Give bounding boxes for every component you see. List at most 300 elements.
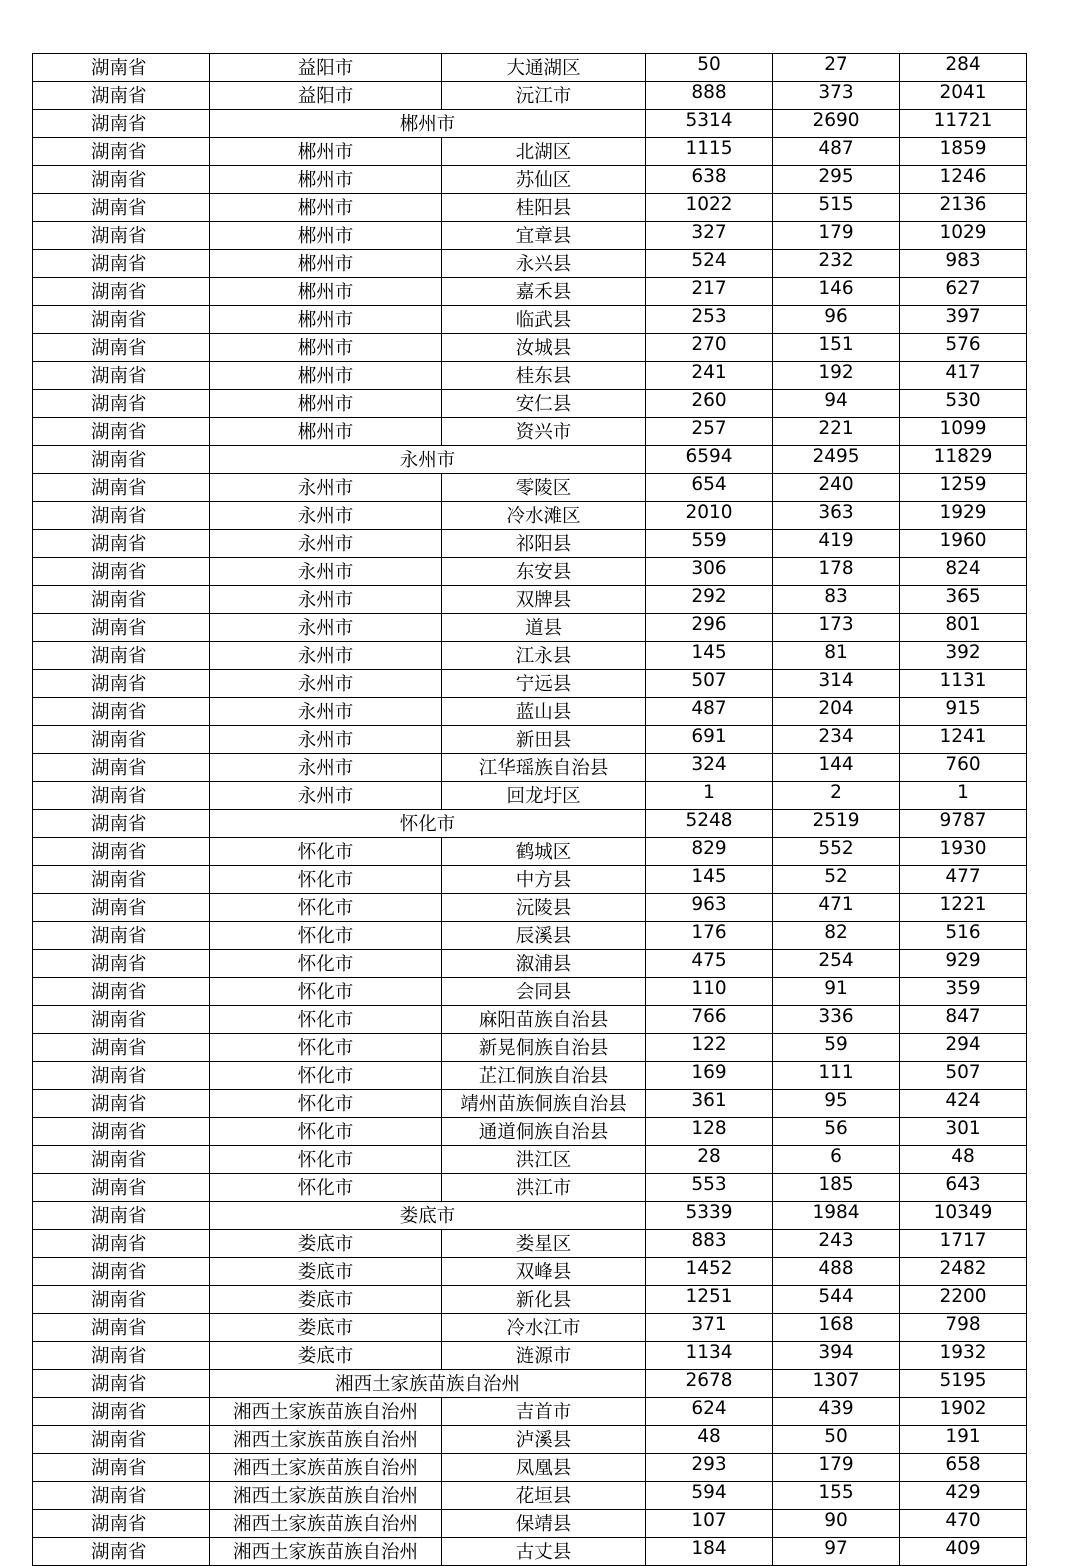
value-cell-2: 91 — [773, 978, 900, 1006]
province-cell: 湖南省 — [33, 922, 210, 950]
value-cell-3: 1960 — [900, 530, 1027, 558]
city-subtotal-cell: 郴州市 — [210, 110, 646, 138]
value-cell-2: 204 — [773, 698, 900, 726]
value-cell-1: 122 — [646, 1034, 773, 1062]
county-cell: 回龙圩区 — [442, 782, 646, 810]
value-cell-1: 306 — [646, 558, 773, 586]
value-cell-2: 83 — [773, 586, 900, 614]
value-cell-3: 477 — [900, 866, 1027, 894]
province-cell: 湖南省 — [33, 222, 210, 250]
value-cell-1: 110 — [646, 978, 773, 1006]
county-cell: 沅陵县 — [442, 894, 646, 922]
county-cell: 双峰县 — [442, 1258, 646, 1286]
county-cell: 花垣县 — [442, 1482, 646, 1510]
value-cell-3: 397 — [900, 306, 1027, 334]
table-row — [33, 1510, 1027, 1538]
county-cell: 涟源市 — [442, 1342, 646, 1370]
city-cell: 湘西土家族苗族自治州 — [210, 1454, 442, 1482]
city-cell: 娄底市 — [210, 1286, 442, 1314]
county-cell: 苏仙区 — [442, 166, 646, 194]
county-cell: 新晃侗族自治县 — [442, 1034, 646, 1062]
value-cell-3: 516 — [900, 922, 1027, 950]
value-cell-2: 2495 — [773, 446, 900, 474]
province-cell: 湖南省 — [33, 1006, 210, 1034]
province-cell: 湖南省 — [33, 614, 210, 642]
county-cell: 通道侗族自治县 — [442, 1118, 646, 1146]
table-row — [33, 614, 1027, 642]
value-cell-3: 576 — [900, 334, 1027, 362]
table-row — [33, 1034, 1027, 1062]
county-cell: 临武县 — [442, 306, 646, 334]
value-cell-1: 883 — [646, 1230, 773, 1258]
value-cell-2: 2 — [773, 782, 900, 810]
city-cell: 永州市 — [210, 782, 442, 810]
value-cell-1: 5339 — [646, 1202, 773, 1230]
county-cell: 辰溪县 — [442, 922, 646, 950]
city-cell: 娄底市 — [210, 1314, 442, 1342]
province-cell: 湖南省 — [33, 558, 210, 586]
county-cell: 冷水江市 — [442, 1314, 646, 1342]
value-cell-1: 559 — [646, 530, 773, 558]
value-cell-2: 144 — [773, 754, 900, 782]
city-cell: 郴州市 — [210, 334, 442, 362]
table-row — [33, 754, 1027, 782]
city-cell: 永州市 — [210, 642, 442, 670]
city-cell: 永州市 — [210, 530, 442, 558]
value-cell-3: 11829 — [900, 446, 1027, 474]
county-cell: 安仁县 — [442, 390, 646, 418]
city-cell: 郴州市 — [210, 166, 442, 194]
county-cell: 娄星区 — [442, 1230, 646, 1258]
city-cell: 永州市 — [210, 474, 442, 502]
table-row — [33, 1146, 1027, 1174]
province-cell: 湖南省 — [33, 978, 210, 1006]
value-cell-2: 243 — [773, 1230, 900, 1258]
value-cell-3: 1029 — [900, 222, 1027, 250]
value-cell-2: 6 — [773, 1146, 900, 1174]
city-cell: 湘西土家族苗族自治州 — [210, 1510, 442, 1538]
city-cell: 怀化市 — [210, 1090, 442, 1118]
table-row — [33, 110, 1027, 138]
province-cell: 湖南省 — [33, 54, 210, 82]
county-cell: 吉首市 — [442, 1398, 646, 1426]
city-subtotal-cell: 永州市 — [210, 446, 646, 474]
value-cell-2: 232 — [773, 250, 900, 278]
value-cell-3: 2200 — [900, 1286, 1027, 1314]
value-cell-2: 27 — [773, 54, 900, 82]
table-row — [33, 558, 1027, 586]
value-cell-1: 169 — [646, 1062, 773, 1090]
value-cell-1: 48 — [646, 1426, 773, 1454]
table-row — [33, 1202, 1027, 1230]
province-cell: 湖南省 — [33, 1510, 210, 1538]
city-cell: 怀化市 — [210, 894, 442, 922]
province-cell: 湖南省 — [33, 110, 210, 138]
value-cell-3: 1 — [900, 782, 1027, 810]
city-cell: 益阳市 — [210, 54, 442, 82]
county-cell: 道县 — [442, 614, 646, 642]
value-cell-2: 373 — [773, 82, 900, 110]
value-cell-2: 95 — [773, 1090, 900, 1118]
value-cell-2: 192 — [773, 362, 900, 390]
value-cell-3: 2041 — [900, 82, 1027, 110]
value-cell-3: 760 — [900, 754, 1027, 782]
table-row — [33, 1454, 1027, 1482]
city-cell: 湘西土家族苗族自治州 — [210, 1398, 442, 1426]
city-cell: 怀化市 — [210, 838, 442, 866]
city-cell: 永州市 — [210, 502, 442, 530]
value-cell-1: 107 — [646, 1510, 773, 1538]
value-cell-2: 179 — [773, 1454, 900, 1482]
province-cell: 湖南省 — [33, 474, 210, 502]
table-row — [33, 810, 1027, 838]
province-cell: 湖南省 — [33, 698, 210, 726]
county-cell: 会同县 — [442, 978, 646, 1006]
province-cell: 湖南省 — [33, 1174, 210, 1202]
city-cell: 怀化市 — [210, 1062, 442, 1090]
value-cell-3: 627 — [900, 278, 1027, 306]
county-cell: 江永县 — [442, 642, 646, 670]
value-cell-3: 507 — [900, 1062, 1027, 1090]
city-cell: 永州市 — [210, 754, 442, 782]
table-row — [33, 670, 1027, 698]
province-cell: 湖南省 — [33, 810, 210, 838]
province-cell: 湖南省 — [33, 950, 210, 978]
value-cell-1: 553 — [646, 1174, 773, 1202]
county-cell: 沅江市 — [442, 82, 646, 110]
value-cell-1: 28 — [646, 1146, 773, 1174]
city-cell: 怀化市 — [210, 1146, 442, 1174]
city-cell: 郴州市 — [210, 390, 442, 418]
province-cell: 湖南省 — [33, 1230, 210, 1258]
value-cell-2: 178 — [773, 558, 900, 586]
value-cell-2: 234 — [773, 726, 900, 754]
province-cell: 湖南省 — [33, 1118, 210, 1146]
city-cell: 郴州市 — [210, 418, 442, 446]
value-cell-2: 82 — [773, 922, 900, 950]
county-cell: 双牌县 — [442, 586, 646, 614]
value-cell-1: 487 — [646, 698, 773, 726]
table-row — [33, 1006, 1027, 1034]
value-cell-2: 56 — [773, 1118, 900, 1146]
county-cell: 零陵区 — [442, 474, 646, 502]
province-cell: 湖南省 — [33, 1314, 210, 1342]
province-cell: 湖南省 — [33, 390, 210, 418]
value-cell-2: 419 — [773, 530, 900, 558]
county-cell: 鹤城区 — [442, 838, 646, 866]
province-cell: 湖南省 — [33, 166, 210, 194]
table-row — [33, 838, 1027, 866]
province-cell: 湖南省 — [33, 726, 210, 754]
table-row — [33, 1258, 1027, 1286]
value-cell-2: 314 — [773, 670, 900, 698]
table-row — [33, 1538, 1027, 1566]
table-row — [33, 642, 1027, 670]
table-row — [33, 866, 1027, 894]
value-cell-1: 324 — [646, 754, 773, 782]
table-row — [33, 138, 1027, 166]
value-cell-2: 90 — [773, 1510, 900, 1538]
value-cell-2: 2690 — [773, 110, 900, 138]
table-row — [33, 418, 1027, 446]
value-cell-1: 145 — [646, 866, 773, 894]
table-row — [33, 390, 1027, 418]
city-cell: 郴州市 — [210, 194, 442, 222]
table-row — [33, 194, 1027, 222]
province-cell: 湖南省 — [33, 446, 210, 474]
value-cell-1: 475 — [646, 950, 773, 978]
province-cell: 湖南省 — [33, 1398, 210, 1426]
value-cell-2: 81 — [773, 642, 900, 670]
province-cell: 湖南省 — [33, 1342, 210, 1370]
county-cell: 洪江区 — [442, 1146, 646, 1174]
value-cell-1: 638 — [646, 166, 773, 194]
value-cell-1: 1022 — [646, 194, 773, 222]
province-cell: 湖南省 — [33, 782, 210, 810]
city-cell: 怀化市 — [210, 978, 442, 1006]
province-cell: 湖南省 — [33, 1202, 210, 1230]
value-cell-3: 301 — [900, 1118, 1027, 1146]
city-cell: 娄底市 — [210, 1230, 442, 1258]
value-cell-3: 294 — [900, 1034, 1027, 1062]
city-cell: 永州市 — [210, 614, 442, 642]
county-cell: 嘉禾县 — [442, 278, 646, 306]
value-cell-3: 359 — [900, 978, 1027, 1006]
province-cell: 湖南省 — [33, 418, 210, 446]
county-cell: 大通湖区 — [442, 54, 646, 82]
value-cell-1: 829 — [646, 838, 773, 866]
value-cell-1: 241 — [646, 362, 773, 390]
county-cell: 祁阳县 — [442, 530, 646, 558]
value-cell-2: 439 — [773, 1398, 900, 1426]
province-cell: 湖南省 — [33, 194, 210, 222]
value-cell-3: 470 — [900, 1510, 1027, 1538]
value-cell-1: 371 — [646, 1314, 773, 1342]
value-cell-3: 2482 — [900, 1258, 1027, 1286]
value-cell-3: 983 — [900, 250, 1027, 278]
province-cell: 湖南省 — [33, 334, 210, 362]
value-cell-1: 327 — [646, 222, 773, 250]
province-cell: 湖南省 — [33, 362, 210, 390]
county-cell: 冷水滩区 — [442, 502, 646, 530]
table-row — [33, 530, 1027, 558]
value-cell-1: 1115 — [646, 138, 773, 166]
table-row — [33, 1370, 1027, 1398]
value-cell-2: 151 — [773, 334, 900, 362]
city-cell: 永州市 — [210, 726, 442, 754]
value-cell-3: 824 — [900, 558, 1027, 586]
county-cell: 古丈县 — [442, 1538, 646, 1566]
value-cell-2: 1307 — [773, 1370, 900, 1398]
city-cell: 湘西土家族苗族自治州 — [210, 1538, 442, 1566]
table-row — [33, 950, 1027, 978]
city-cell: 怀化市 — [210, 1174, 442, 1202]
province-cell: 湖南省 — [33, 670, 210, 698]
value-cell-2: 1984 — [773, 1202, 900, 1230]
value-cell-1: 5248 — [646, 810, 773, 838]
value-cell-1: 296 — [646, 614, 773, 642]
value-cell-1: 361 — [646, 1090, 773, 1118]
province-cell: 湖南省 — [33, 894, 210, 922]
table-row — [33, 82, 1027, 110]
table-row — [33, 334, 1027, 362]
value-cell-3: 9787 — [900, 810, 1027, 838]
value-cell-3: 1246 — [900, 166, 1027, 194]
province-cell: 湖南省 — [33, 1034, 210, 1062]
value-cell-3: 2136 — [900, 194, 1027, 222]
province-cell: 湖南省 — [33, 754, 210, 782]
value-cell-2: 96 — [773, 306, 900, 334]
table-row — [33, 894, 1027, 922]
value-cell-1: 128 — [646, 1118, 773, 1146]
province-cell: 湖南省 — [33, 1258, 210, 1286]
value-cell-2: 168 — [773, 1314, 900, 1342]
value-cell-2: 50 — [773, 1426, 900, 1454]
county-cell: 洪江市 — [442, 1174, 646, 1202]
province-cell: 湖南省 — [33, 306, 210, 334]
value-cell-3: 1930 — [900, 838, 1027, 866]
city-cell: 郴州市 — [210, 306, 442, 334]
county-cell: 资兴市 — [442, 418, 646, 446]
value-cell-1: 6594 — [646, 446, 773, 474]
value-cell-2: 52 — [773, 866, 900, 894]
value-cell-1: 888 — [646, 82, 773, 110]
value-cell-2: 155 — [773, 1482, 900, 1510]
value-cell-1: 963 — [646, 894, 773, 922]
table-row — [33, 502, 1027, 530]
value-cell-3: 5195 — [900, 1370, 1027, 1398]
table-row — [33, 446, 1027, 474]
value-cell-3: 915 — [900, 698, 1027, 726]
province-cell: 湖南省 — [33, 82, 210, 110]
value-cell-3: 929 — [900, 950, 1027, 978]
value-cell-3: 1131 — [900, 670, 1027, 698]
value-cell-2: 487 — [773, 138, 900, 166]
value-cell-1: 50 — [646, 54, 773, 82]
table-row — [33, 474, 1027, 502]
value-cell-1: 2010 — [646, 502, 773, 530]
city-cell: 郴州市 — [210, 362, 442, 390]
value-cell-2: 552 — [773, 838, 900, 866]
value-cell-1: 654 — [646, 474, 773, 502]
value-cell-1: 1 — [646, 782, 773, 810]
value-cell-1: 507 — [646, 670, 773, 698]
table-row — [33, 1062, 1027, 1090]
city-cell: 郴州市 — [210, 222, 442, 250]
value-cell-1: 1452 — [646, 1258, 773, 1286]
city-cell: 永州市 — [210, 698, 442, 726]
province-cell: 湖南省 — [33, 642, 210, 670]
table-row — [33, 1090, 1027, 1118]
county-cell: 保靖县 — [442, 1510, 646, 1538]
county-cell: 蓝山县 — [442, 698, 646, 726]
city-subtotal-cell: 娄底市 — [210, 1202, 646, 1230]
table-row — [33, 1286, 1027, 1314]
value-cell-1: 524 — [646, 250, 773, 278]
value-cell-1: 293 — [646, 1454, 773, 1482]
province-cell: 湖南省 — [33, 1482, 210, 1510]
city-cell: 娄底市 — [210, 1342, 442, 1370]
province-cell: 湖南省 — [33, 250, 210, 278]
value-cell-1: 260 — [646, 390, 773, 418]
value-cell-2: 295 — [773, 166, 900, 194]
value-cell-1: 145 — [646, 642, 773, 670]
value-cell-2: 97 — [773, 1538, 900, 1566]
value-cell-1: 1251 — [646, 1286, 773, 1314]
county-cell: 泸溪县 — [442, 1426, 646, 1454]
value-cell-3: 424 — [900, 1090, 1027, 1118]
province-cell: 湖南省 — [33, 1062, 210, 1090]
county-cell: 凤凰县 — [442, 1454, 646, 1482]
value-cell-2: 185 — [773, 1174, 900, 1202]
table-row — [33, 1118, 1027, 1146]
table-row — [33, 1230, 1027, 1258]
city-cell: 永州市 — [210, 558, 442, 586]
value-cell-2: 363 — [773, 502, 900, 530]
county-cell: 永兴县 — [442, 250, 646, 278]
table-row — [33, 978, 1027, 1006]
value-cell-3: 1929 — [900, 502, 1027, 530]
table-row — [33, 1342, 1027, 1370]
city-cell: 湘西土家族苗族自治州 — [210, 1482, 442, 1510]
value-cell-3: 10349 — [900, 1202, 1027, 1230]
value-cell-2: 394 — [773, 1342, 900, 1370]
value-cell-1: 270 — [646, 334, 773, 362]
value-cell-3: 847 — [900, 1006, 1027, 1034]
value-cell-3: 365 — [900, 586, 1027, 614]
city-cell: 永州市 — [210, 670, 442, 698]
table-row — [33, 1482, 1027, 1510]
table-row — [33, 782, 1027, 810]
value-cell-3: 392 — [900, 642, 1027, 670]
value-cell-3: 1902 — [900, 1398, 1027, 1426]
value-cell-3: 284 — [900, 54, 1027, 82]
table-row — [33, 698, 1027, 726]
value-cell-2: 240 — [773, 474, 900, 502]
county-cell: 靖州苗族侗族自治县 — [442, 1090, 646, 1118]
county-cell: 芷江侗族自治县 — [442, 1062, 646, 1090]
county-cell: 宜章县 — [442, 222, 646, 250]
province-cell: 湖南省 — [33, 1286, 210, 1314]
value-cell-1: 766 — [646, 1006, 773, 1034]
value-cell-3: 1241 — [900, 726, 1027, 754]
city-cell: 郴州市 — [210, 138, 442, 166]
value-cell-1: 691 — [646, 726, 773, 754]
province-cell: 湖南省 — [33, 1090, 210, 1118]
table-body — [33, 54, 1027, 1566]
value-cell-3: 417 — [900, 362, 1027, 390]
value-cell-2: 254 — [773, 950, 900, 978]
value-cell-3: 1859 — [900, 138, 1027, 166]
county-cell: 桂阳县 — [442, 194, 646, 222]
table-row — [33, 1426, 1027, 1454]
value-cell-2: 2519 — [773, 810, 900, 838]
table-row — [33, 250, 1027, 278]
city-cell: 怀化市 — [210, 1006, 442, 1034]
value-cell-3: 643 — [900, 1174, 1027, 1202]
value-cell-1: 292 — [646, 586, 773, 614]
province-cell: 湖南省 — [33, 1454, 210, 1482]
province-cell: 湖南省 — [33, 1426, 210, 1454]
county-cell: 中方县 — [442, 866, 646, 894]
table-row — [33, 166, 1027, 194]
table-row — [33, 222, 1027, 250]
value-cell-3: 429 — [900, 1482, 1027, 1510]
value-cell-2: 471 — [773, 894, 900, 922]
table-row — [33, 362, 1027, 390]
table-row — [33, 586, 1027, 614]
county-cell: 宁远县 — [442, 670, 646, 698]
